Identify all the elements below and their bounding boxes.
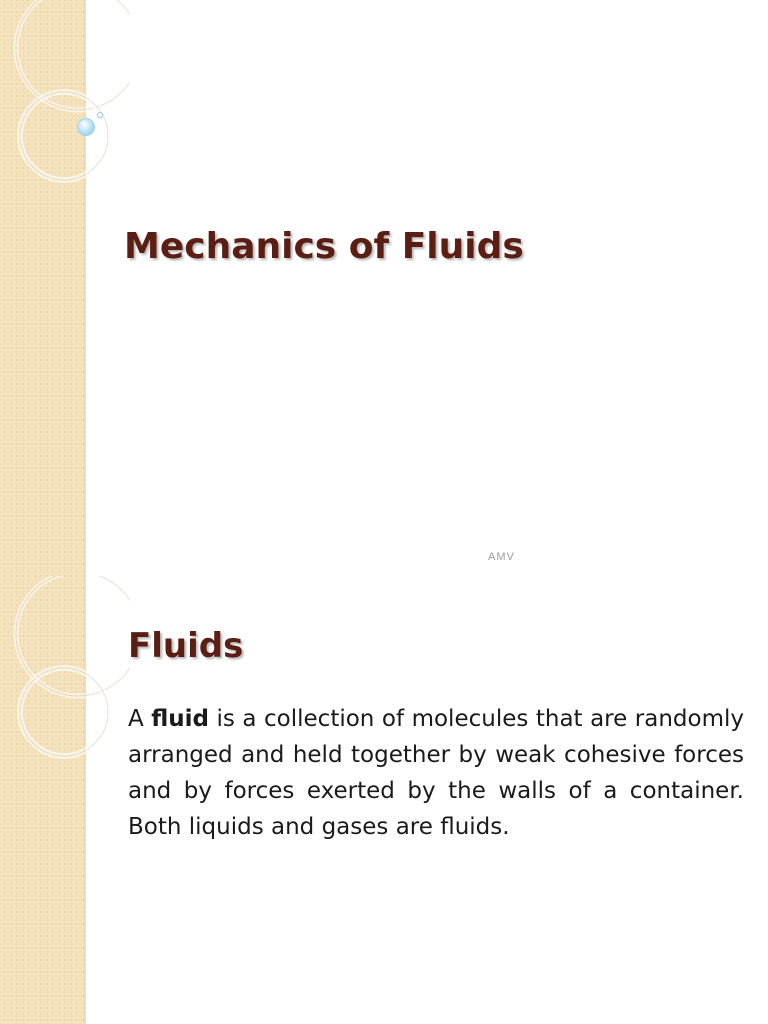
fluid-term: fluid bbox=[151, 706, 210, 732]
slide-footer: AMV bbox=[488, 551, 515, 563]
ring-decoration-icon bbox=[0, 576, 130, 776]
slide-title-heading: Mechanics of Fluids bbox=[124, 226, 524, 267]
paragraph-body: is a collection of molecules that are randomly arranged and held together by weak cohesive forces and by forces exerted by the walls of a container. Both liquids and gases are fluids. bbox=[128, 706, 744, 840]
slide-fluids bbox=[0, 576, 768, 1024]
definition-paragraph bbox=[128, 701, 744, 845]
ring-decoration-icon bbox=[0, 0, 130, 200]
bubble-small-icon bbox=[97, 112, 103, 118]
bubble-large-icon bbox=[77, 118, 95, 136]
paragraph-prefix: A bbox=[128, 706, 152, 732]
slide-heading: Fluids bbox=[128, 626, 244, 666]
